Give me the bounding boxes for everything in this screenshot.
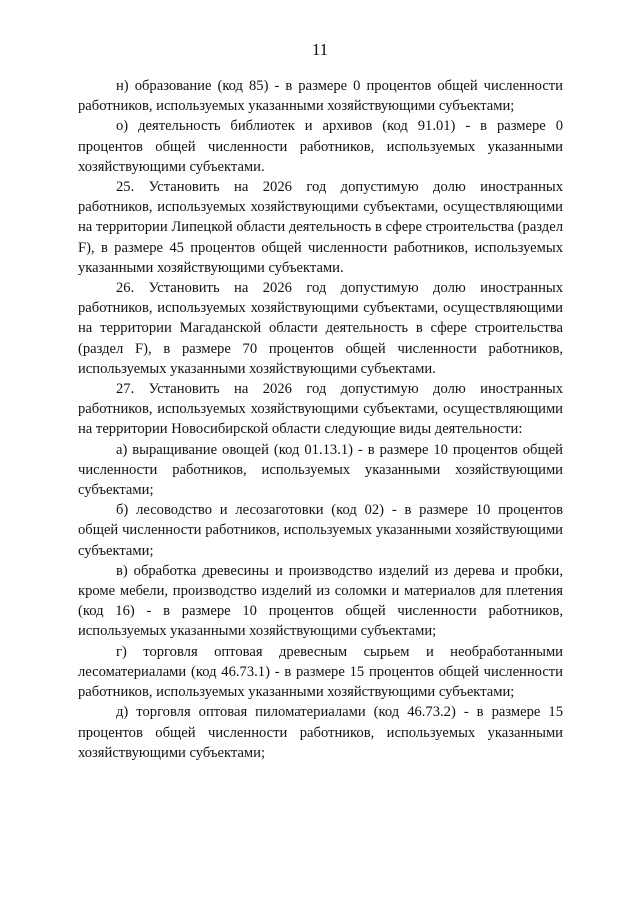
- paragraph-clause-25: 25. Установить на 2026 год допустимую долю иностранных работников, используемых хозяйствующими субъектами, осуществляющими на территории Липецкой области деятельность в сфере строительства (раздел F), в размере 45 процентов общей численности работников, используемых указанными хозяйствующими субъектами.: [78, 179, 563, 276]
- paragraph-clause-27: 27. Установить на 2026 год допустимую долю иностранных работников, используемых хозяйствующими субъектами, осуществляющими на территории Новосибирской области следующие виды деятельности:: [78, 381, 563, 438]
- paragraph-item-g: г) торговля оптовая древесным сырьем и необработанными лесоматериалами (код 46.73.1) - в размере 15 процентов общей численности работников, используемых указанными хозяйствующими субъектами;: [78, 643, 563, 701]
- paragraph-item-a: а) выращивание овощей (код 01.13.1) - в размере 10 процентов общей численности работников, используемых указанными хозяйствующими субъектами;: [78, 441, 563, 499]
- paragraph-item-n: н) образование (код 85) - в размере 0 процентов общей численности работников, используемых указанными хозяйствующими субъектами;: [78, 78, 563, 115]
- document-body: [78, 76, 563, 763]
- paragraph-item-o: о) деятельность библиотек и архивов (код 91.01) - в размере 0 процентов общей численности работников, используемых указанными хозяйствующими субъектами.: [78, 118, 563, 175]
- paragraph-clause-26: 26. Установить на 2026 год допустимую долю иностранных работников, используемых хозяйствующими субъектами, осуществляющими на территории Магаданской области деятельность в сфере строительства (раздел F), в размере 70 процентов общей численности работников, используемых указанными хозяйствующими субъектами.: [78, 280, 563, 377]
- paragraph-item-v: в) обработка древесины и производство изделий из дерева и пробки, кроме мебели, производство изделий из соломки и материалов для плетения (код 16) - в размере 10 процентов общей численности работников, используемых указанными хозяйствующими субъектами;: [78, 562, 563, 640]
- page-number: 11: [311, 40, 329, 59]
- paragraph-item-d: д) торговля оптовая пиломатериалами (код 46.73.2) - в размере 15 процентов общей численности работников, используемых указанными хозяйствующими субъектами;: [78, 704, 563, 761]
- paragraph-item-b: б) лесоводство и лесозаготовки (код 02) - в размере 10 процентов общей численности работников, используемых указанными хозяйствующими субъектами;: [78, 502, 563, 559]
